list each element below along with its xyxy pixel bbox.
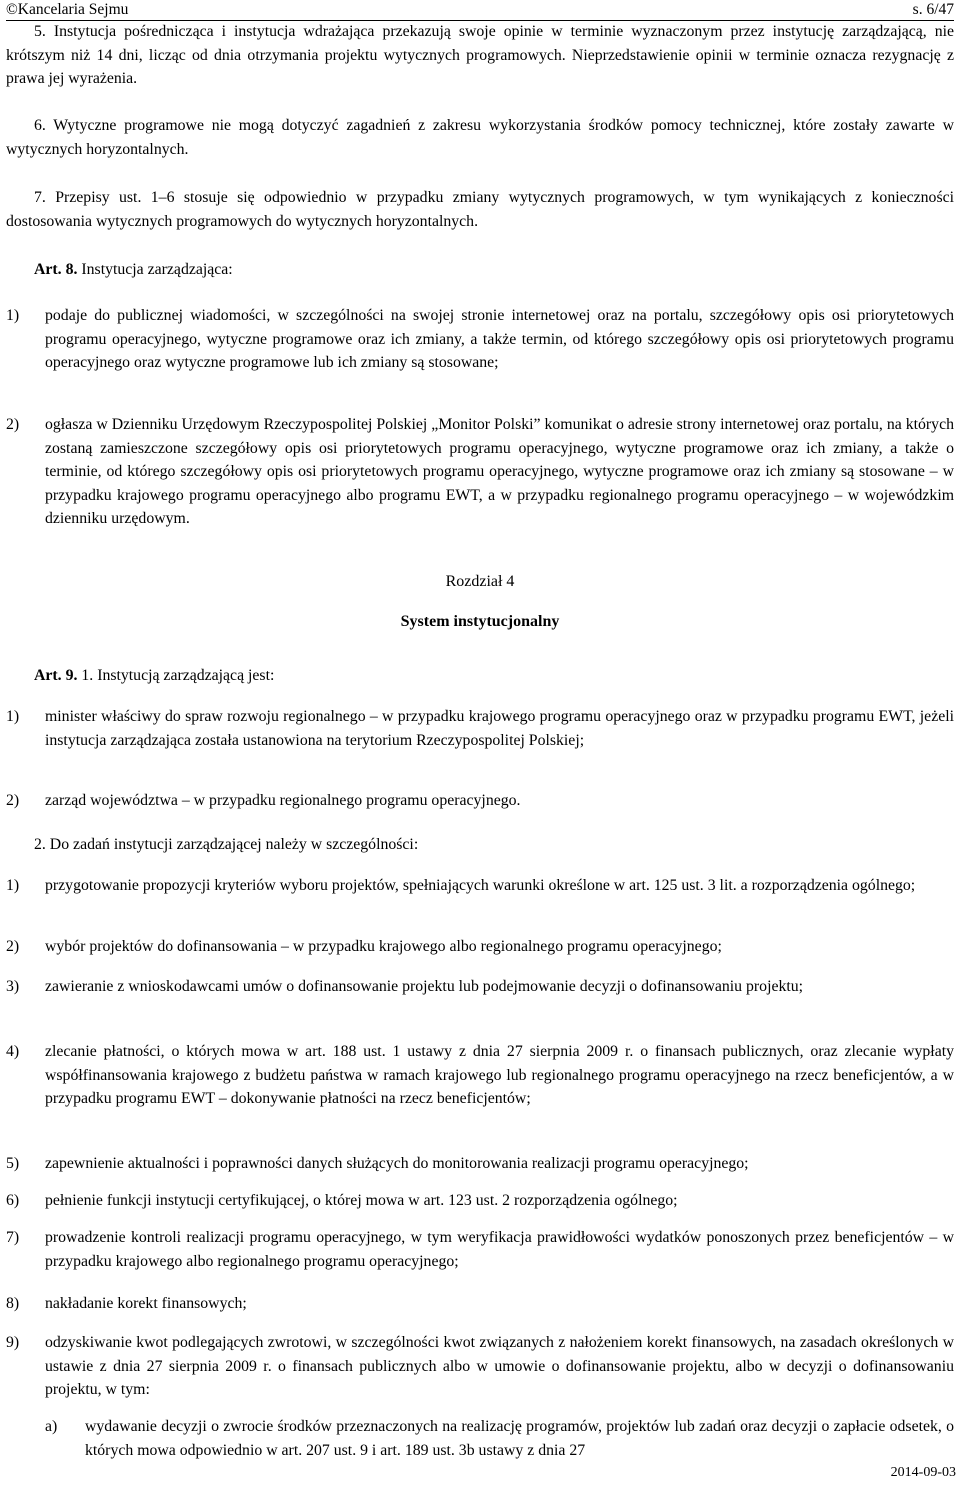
art-9-ust2-item-1: 1) przygotowanie propozycji kryteriów wyboru projektów, spełniających warunki określone w art. 125 ust. 3 lit. a rozporządzenia ogólnego;	[6, 877, 916, 894]
art-9-ust2-item-5: 5) zapewnienie aktualności i poprawności danych służących do monitorowania realizacji programu operacyjnego;	[6, 1155, 749, 1172]
art-9-ust2-item-8: 8) nakładanie korekt finansowych;	[6, 1295, 247, 1312]
header-page-number: s. 6/47	[912, 1, 954, 18]
footer-date: 2014-09-03	[890, 1465, 956, 1480]
paragraph-6: 6. Wytyczne programowe nie mogą dotyczyć zagadnień z zakresu wykorzystania środków pomocy technicznej, które zostały zawarte w wytycznych horyzontalnych.	[6, 117, 954, 158]
header-source: ©Kancelaria Sejmu	[6, 1, 129, 18]
chapter-number: Rozdział 4	[445, 573, 515, 590]
art-9-ust1-item-2: 2) zarząd województwa – w przypadku regionalnego programu operacyjnego.	[6, 792, 521, 809]
paragraph-5: 5. Instytucja pośrednicząca i instytucja wdrażająca przekazują swoje opinie w terminie wyznaczonym przez instytucję zarządzającą, nie krótszym niż 14 dni, licząc od dnia otrzymania projektu wytycznych programowych. Nieprzedstawienie opinii w terminie oznacza rezygnację z prawa jej wyrażenia.	[6, 23, 954, 87]
art-8-intro: Instytucja zarządzająca:	[81, 261, 233, 278]
art-9-ust2-item-9: 9) odzyskiwanie kwot podlegających zwrotowi, w szczególności kwot związanych z nałożeniem korekt finansowych, na zasadach określonych w ustawie z dnia 27 sierpnia 2009 r. o finansach publicznych albo w umowie o dofinansowanie projektu, albo w decyzji o dofinansowaniu projektu, w tym:	[6, 1334, 954, 1398]
art-8-heading	[6, 258, 954, 282]
art-9-label: Art. 9.	[34, 667, 78, 684]
art-9-ust-2: 2. Do zadań instytucji zarządzającej należy w szczególności:	[34, 836, 419, 853]
chapter-title: System instytucjonalny	[400, 613, 560, 630]
art-9-ust2-item-3: 3) zawieranie z wnioskodawcami umów o dofinansowanie projektu lub podejmowanie decyzji o dofinansowaniu projektu;	[6, 978, 804, 995]
art-8-item-2: 2) ogłasza w Dzienniku Urzędowym Rzeczypospolitej Polskiej „Monitor Polski” komunikat o adresie strony internetowej oraz portalu, na których zostaną zamieszczone szczegółowy opis osi priorytetowych programu operacyjnego, wytyczne programowe oraz ich zmiany, a także o terminie, od którego szczegółowy opis osi priorytetowych programu operacyjnego, wytyczne programowe oraz ich zmiany są stosowane – w przypadku krajowego programu operacyjnego albo programu EWT, a w przypadku regionalnego programu operacyjnego – w wojewódzkim dzienniku urzędowym.	[6, 416, 954, 527]
art-9-heading	[6, 664, 954, 688]
paragraph-7: 7. Przepisy ust. 1–6 stosuje się odpowiednio w przypadku zmiany wytycznych programowych, w tym wynikających z konieczności dostosowania wytycznych programowych do wytycznych horyzontalnych.	[6, 189, 954, 230]
art-9-ust-1: 1. Instytucją zarządzającą jest:	[81, 667, 275, 684]
art-8-item-1: 1) podaje do publicznej wiadomości, w szczególności na swojej stronie internetowej oraz na portalu, szczegółowy opis osi priorytetowych programu operacyjnego, wytyczne programowe oraz ich zmiany, a także termin, od którego szczegółowy opis osi priorytetowych programu operacyjnego oraz wytyczne programowe lub ich zmiany są stosowane;	[6, 307, 954, 371]
art-9-ust2-item-6: 6) pełnienie funkcji instytucji certyfikującej, o której mowa w art. 123 ust. 2 rozporządzenia ogólnego;	[6, 1192, 678, 1209]
art-9-ust1-item-1: 1) minister właściwy do spraw rozwoju regionalnego – w przypadku krajowego programu operacyjnego oraz w przypadku programu EWT, jeżeli instytucja zarządzająca została ustanowiona na terytorium Rzeczypospolitej Polskiej;	[6, 708, 954, 749]
art-9-ust2-item-4: 4) zlecanie płatności, o których mowa w art. 188 ust. 1 ustawy z dnia 27 sierpnia 2009 r. o finansach publicznych, oraz zlecanie wypłaty współfinansowania krajowego z budżetu państwa w ramach krajowego lub regionalnego programu operacyjnego na rzecz beneficjentów, a w przypadku programu EWT – dokonywanie płatności na rzecz beneficjentów;	[6, 1043, 954, 1107]
art-9-ust2-item-2: 2) wybór projektów do dofinansowania – w przypadku krajowego albo regionalnego programu operacyjnego;	[6, 938, 722, 955]
art-9-ust2-item-7: 7) prowadzenie kontroli realizacji programu operacyjnego, w tym weryfikacja prawidłowości wydatków ponoszonych przez beneficjentów – w przypadku krajowego albo regionalnego programu operacyjnego;	[6, 1229, 954, 1270]
page-header	[6, 0, 954, 21]
art-9-ust2-item-9-sub-a: a) wydawanie decyzji o zwrocie środków przeznaczonych na realizację programów, projektów lub zadań oraz decyzji o zapłacie odsetek, o których mowa odpowiednio w art. 207 ust. 9 i art. 189 ust. 3b ustawy z dnia 27	[45, 1418, 954, 1459]
art-8-label: Art. 8.	[34, 261, 78, 278]
